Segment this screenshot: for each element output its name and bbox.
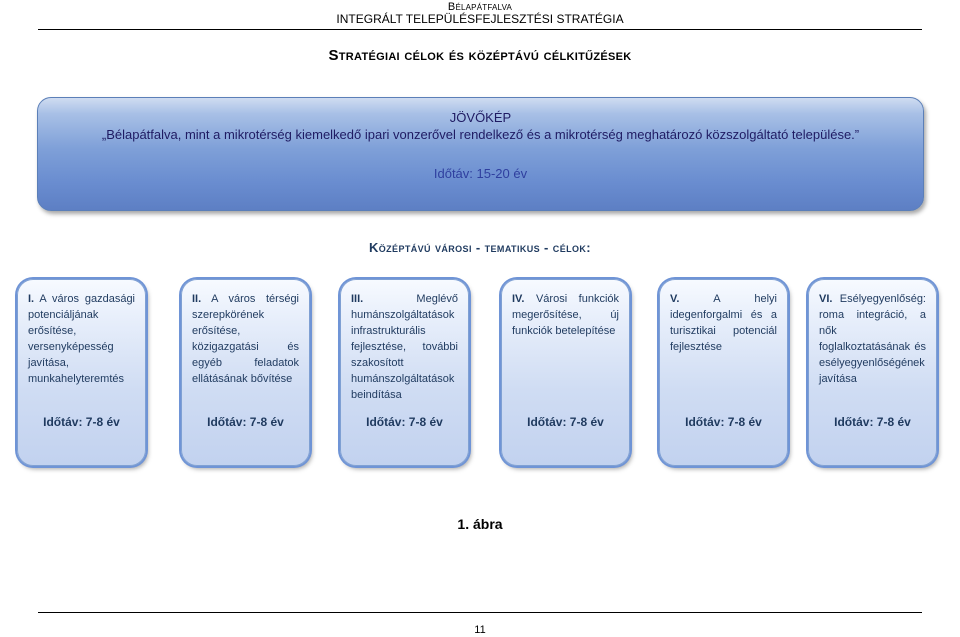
goal-card-3 (340, 279, 469, 466)
section-subtitle: Középtávú városi - tematikus - célok: (368, 240, 592, 255)
figure-caption: 1. ábra (457, 516, 503, 532)
goal-card-1 (17, 279, 146, 466)
page-title: Stratégiai célok és középtávú célkitűzések (328, 47, 632, 64)
goal-description (351, 291, 458, 403)
goal-timeframe: Időtáv: 7-8 év (366, 415, 443, 429)
goal-card-6 (808, 279, 937, 466)
vision-timeframe: Időtáv: 15-20 év (433, 166, 528, 181)
goal-number: II. (192, 293, 202, 305)
goal-timeframe: Időtáv: 7-8 év (527, 415, 604, 429)
goal-text: A helyi idegenforgalmi és a turisztikai potenciál fejlesztése (670, 293, 777, 353)
goal-number: V. (670, 293, 680, 305)
vision-title: JÖVŐKÉP (449, 110, 512, 125)
goal-text: Meglévő humánszolgáltatások infrastrukturális fejlesztése, további szakosított humánszolgáltatások beindítása (351, 293, 458, 401)
goal-description (670, 291, 777, 355)
vision-box (37, 97, 924, 211)
running-header-document: INTEGRÁLT TELEPÜLÉSFEJLESZTÉSI STRATÉGIA (336, 12, 624, 26)
goal-description (512, 291, 619, 339)
goal-text: Városi funkciók megerősítése, új funkciók betelepítése (512, 293, 620, 337)
goal-timeframe: Időtáv: 7-8 év (834, 415, 911, 429)
goal-card-2 (181, 279, 310, 466)
goal-number: III. (351, 293, 364, 305)
running-header-town: Bélapátfalva (447, 1, 513, 13)
goal-text: Esélyegyenlőség: roma integráció, a nők foglalkoztatásának és esélyegyenlőségének javítása (819, 293, 926, 385)
footer-divider (38, 612, 922, 613)
page-number: 11 (474, 624, 486, 636)
goal-text: A város térségi szerepkörének erősítése, közigazgatási és egyéb feladatok ellátásának bővítése (192, 293, 300, 385)
goal-description (28, 291, 135, 387)
goal-description (192, 291, 299, 387)
goal-timeframe: Időtáv: 7-8 év (685, 415, 762, 429)
goal-number: I. (28, 293, 35, 305)
goal-text: A város gazdasági potenciáljának erősítése, versenyképesség javítása, munkahelyteremtés (28, 293, 135, 385)
goal-number: VI. (819, 293, 833, 305)
goal-timeframe: Időtáv: 7-8 év (207, 415, 284, 429)
goal-card-5 (659, 279, 788, 466)
header-divider (38, 29, 922, 30)
vision-statement: „Bélapátfalva, mint a mikrotérség kiemelkedő ipari vonzerővel rendelkező és a mikrotérség meghatározó közszolgáltató települése.” (101, 127, 860, 142)
goal-number: IV. (512, 293, 525, 305)
goal-card-4 (501, 279, 630, 466)
goal-description (819, 291, 926, 387)
goal-timeframe: Időtáv: 7-8 év (43, 415, 120, 429)
